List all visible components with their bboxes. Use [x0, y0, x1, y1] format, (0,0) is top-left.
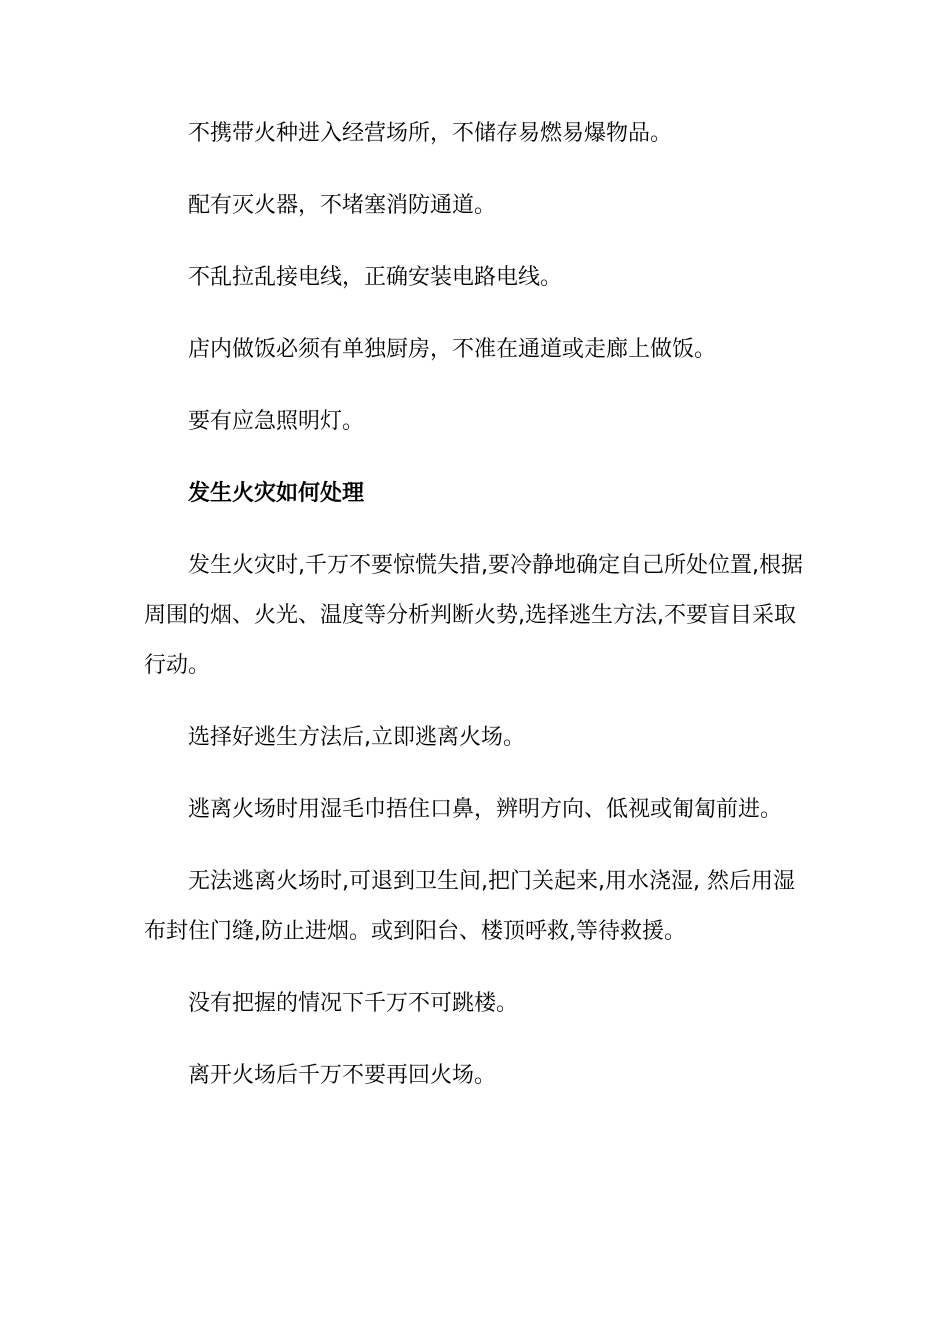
section-heading: 发生火灾如何处理: [188, 481, 365, 506]
paragraph: 要有应急照明灯。: [188, 409, 365, 434]
paragraph: 逃离火场时用湿毛巾捂住口鼻，辨明方向、低视或匍匐前进。: [188, 797, 783, 822]
paragraph: 不携带火种进入经营场所，不储存易燃易爆物品。: [188, 121, 673, 146]
paragraph: 店内做饭必须有单独厨房，不准在通道或走廊上做饭。: [188, 337, 717, 362]
paragraph: 离开火场后千万不要再回火场。: [188, 1063, 497, 1088]
paragraph: 选择好逃生方法后,立即逃离火场。: [188, 725, 525, 750]
paragraph: 无法逃离火场时,可退到卫生间,把门关起来,用水浇湿, 然后用湿布封住门缝,防止进烟。或到阳台、楼顶呼救,等待救援。: [144, 869, 795, 944]
paragraph: 配有灭火器，不堵塞消防通道。: [188, 193, 497, 218]
document-body: [144, 109, 808, 1101]
paragraph: 发生火灾时,千万不要惊慌失措,要冷静地确定自己所处位置,根据周围的烟、火光、温度等分析判断火势,选择逃生方法,不要盲目采取行动。: [144, 553, 803, 678]
paragraph: 不乱拉乱接电线，正确安装电路电线。: [188, 265, 563, 290]
paragraph: 没有把握的情况下千万不可跳楼。: [188, 991, 519, 1016]
